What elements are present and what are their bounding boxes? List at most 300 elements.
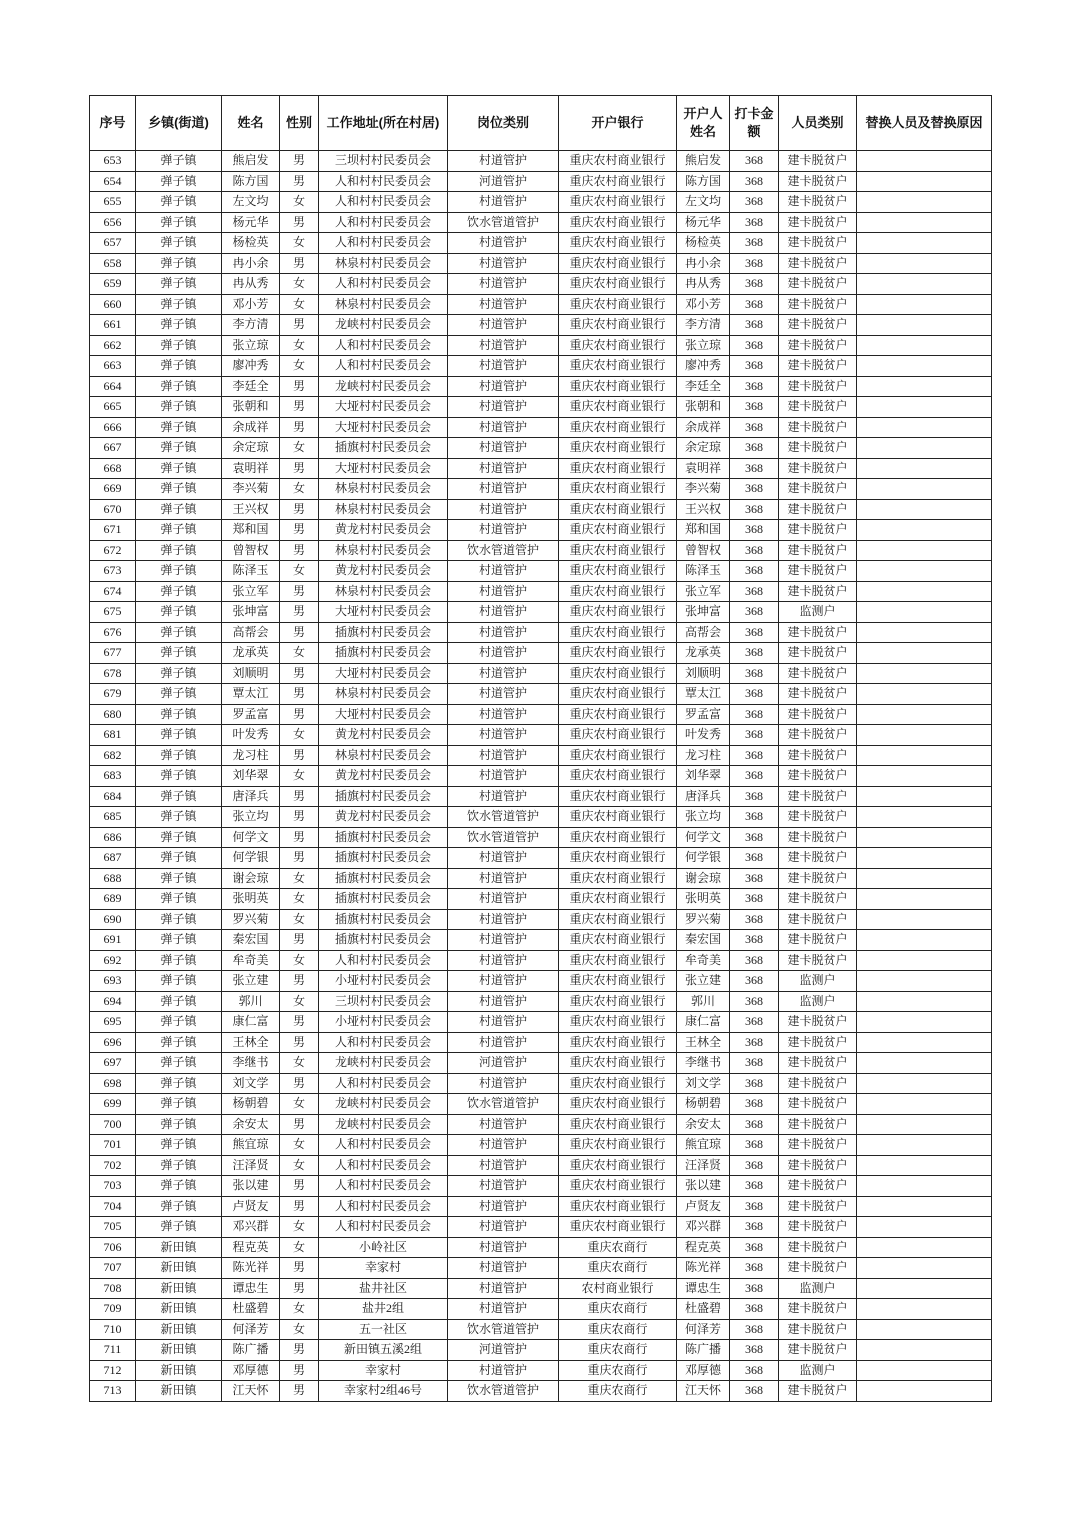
- cell-index: 668: [90, 458, 136, 479]
- cell-name: 高帮会: [222, 622, 280, 643]
- table-row: [90, 192, 992, 213]
- cell-post-type: 河道管护: [448, 1340, 559, 1361]
- cell-amount: 368: [730, 622, 779, 643]
- table-row: [90, 725, 992, 746]
- cell-account-name: 江天怀: [677, 1381, 730, 1402]
- table-row: [90, 540, 992, 561]
- cell-bank: 重庆农村商业银行: [559, 1114, 677, 1135]
- cell-account-name: 李廷全: [677, 376, 730, 397]
- cell-bank: 重庆农村商业银行: [559, 376, 677, 397]
- cell-gender: 女: [280, 192, 319, 213]
- cell-amount: 368: [730, 397, 779, 418]
- cell-township: 新田镇: [136, 1237, 222, 1258]
- cell-gender: 女: [280, 909, 319, 930]
- cell-post-type: 村道管护: [448, 1237, 559, 1258]
- table-row: [90, 581, 992, 602]
- table-row: [90, 233, 992, 254]
- cell-post-type: 饮水管道管护: [448, 540, 559, 561]
- cell-amount: 368: [730, 192, 779, 213]
- cell-township: 弹子镇: [136, 1176, 222, 1197]
- cell-gender: 男: [280, 807, 319, 828]
- cell-post-type: 村道管护: [448, 561, 559, 582]
- cell-person-category: 建卡脱贫户: [779, 151, 857, 172]
- cell-work-address: 插旗村村民委员会: [319, 643, 448, 664]
- cell-gender: 男: [280, 663, 319, 684]
- cell-amount: 368: [730, 1155, 779, 1176]
- cell-account-name: 程克英: [677, 1237, 730, 1258]
- cell-replacement: [857, 417, 992, 438]
- cell-gender: 女: [280, 356, 319, 377]
- cell-township: 弹子镇: [136, 192, 222, 213]
- cell-gender: 女: [280, 1217, 319, 1238]
- cell-work-address: 人和村村民委员会: [319, 950, 448, 971]
- cell-replacement: [857, 294, 992, 315]
- cell-replacement: [857, 1094, 992, 1115]
- cell-work-address: 林泉村村民委员会: [319, 684, 448, 705]
- table-row: [90, 643, 992, 664]
- cell-gender: 女: [280, 1094, 319, 1115]
- cell-township: 弹子镇: [136, 253, 222, 274]
- table-row: [90, 212, 992, 233]
- cell-name: 唐泽兵: [222, 786, 280, 807]
- cell-replacement: [857, 212, 992, 233]
- cell-gender: 女: [280, 335, 319, 356]
- cell-amount: 368: [730, 458, 779, 479]
- cell-account-name: 王林全: [677, 1032, 730, 1053]
- cell-index: 689: [90, 889, 136, 910]
- cell-bank: 重庆农村商业银行: [559, 786, 677, 807]
- cell-index: 676: [90, 622, 136, 643]
- cell-amount: 368: [730, 1340, 779, 1361]
- cell-township: 新田镇: [136, 1360, 222, 1381]
- cell-gender: 男: [280, 971, 319, 992]
- cell-gender: 男: [280, 848, 319, 869]
- cell-amount: 368: [730, 1094, 779, 1115]
- cell-work-address: 人和村村民委员会: [319, 1196, 448, 1217]
- cell-township: 新田镇: [136, 1258, 222, 1279]
- cell-amount: 368: [730, 725, 779, 746]
- cell-bank: 重庆农村商业银行: [559, 684, 677, 705]
- cell-person-category: 监测户: [779, 971, 857, 992]
- cell-name: 江天怀: [222, 1381, 280, 1402]
- table-row: [90, 458, 992, 479]
- cell-person-category: 建卡脱贫户: [779, 1073, 857, 1094]
- cell-replacement: [857, 1217, 992, 1238]
- cell-name: 何学文: [222, 827, 280, 848]
- table-row: [90, 1012, 992, 1033]
- cell-index: 662: [90, 335, 136, 356]
- cell-replacement: [857, 1340, 992, 1361]
- cell-post-type: 村道管护: [448, 766, 559, 787]
- cell-post-type: 村道管护: [448, 438, 559, 459]
- cell-township: 弹子镇: [136, 520, 222, 541]
- table-row: [90, 315, 992, 336]
- cell-bank: 重庆农村商业银行: [559, 766, 677, 787]
- cell-bank: 重庆农商行: [559, 1340, 677, 1361]
- cell-township: 弹子镇: [136, 1073, 222, 1094]
- cell-person-category: 建卡脱贫户: [779, 622, 857, 643]
- cell-post-type: 饮水管道管护: [448, 1094, 559, 1115]
- cell-amount: 368: [730, 335, 779, 356]
- cell-bank: 重庆农村商业银行: [559, 171, 677, 192]
- cell-account-name: 郭川: [677, 991, 730, 1012]
- cell-gender: 男: [280, 397, 319, 418]
- cell-township: 弹子镇: [136, 745, 222, 766]
- table-row: [90, 1135, 992, 1156]
- cell-account-name: 何学文: [677, 827, 730, 848]
- cell-name: 左文均: [222, 192, 280, 213]
- cell-work-address: 人和村村民委员会: [319, 192, 448, 213]
- table-row: [90, 171, 992, 192]
- table-row: [90, 848, 992, 869]
- cell-person-category: 建卡脱贫户: [779, 704, 857, 725]
- cell-post-type: 村道管护: [448, 889, 559, 910]
- cell-replacement: [857, 540, 992, 561]
- cell-account-name: 王兴权: [677, 499, 730, 520]
- cell-person-category: 建卡脱贫户: [779, 294, 857, 315]
- cell-replacement: [857, 1114, 992, 1135]
- table-row: [90, 417, 992, 438]
- table-row: [90, 1319, 992, 1340]
- cell-index: 658: [90, 253, 136, 274]
- table-row: [90, 1299, 992, 1320]
- cell-person-category: 建卡脱贫户: [779, 581, 857, 602]
- cell-gender: 男: [280, 1032, 319, 1053]
- cell-bank: 农村商业银行: [559, 1278, 677, 1299]
- cell-post-type: 村道管护: [448, 253, 559, 274]
- cell-index: 677: [90, 643, 136, 664]
- cell-replacement: [857, 786, 992, 807]
- cell-gender: 男: [280, 499, 319, 520]
- cell-township: 弹子镇: [136, 971, 222, 992]
- cell-amount: 368: [730, 356, 779, 377]
- col-header-post-type: 岗位类别: [448, 96, 559, 151]
- cell-index: 680: [90, 704, 136, 725]
- cell-township: 弹子镇: [136, 807, 222, 828]
- cell-work-address: 黄龙村村民委员会: [319, 561, 448, 582]
- table-row: [90, 704, 992, 725]
- cell-township: 弹子镇: [136, 622, 222, 643]
- col-header-bank: 开户银行: [559, 96, 677, 151]
- cell-gender: 男: [280, 1012, 319, 1033]
- cell-township: 弹子镇: [136, 171, 222, 192]
- cell-person-category: 建卡脱贫户: [779, 335, 857, 356]
- cell-amount: 368: [730, 1176, 779, 1197]
- cell-post-type: 村道管护: [448, 704, 559, 725]
- table-row: [90, 1053, 992, 1074]
- cell-index: 702: [90, 1155, 136, 1176]
- table-row: [90, 376, 992, 397]
- table-row: [90, 1340, 992, 1361]
- cell-replacement: [857, 479, 992, 500]
- cell-person-category: 监测户: [779, 1360, 857, 1381]
- cell-person-category: 建卡脱贫户: [779, 315, 857, 336]
- cell-amount: 368: [730, 827, 779, 848]
- cell-replacement: [857, 848, 992, 869]
- cell-township: 弹子镇: [136, 868, 222, 889]
- table-row: [90, 786, 992, 807]
- cell-post-type: 河道管护: [448, 171, 559, 192]
- cell-work-address: 林泉村村民委员会: [319, 499, 448, 520]
- cell-gender: 男: [280, 417, 319, 438]
- cell-replacement: [857, 745, 992, 766]
- cell-township: 弹子镇: [136, 561, 222, 582]
- cell-name: 张明英: [222, 889, 280, 910]
- cell-name: 罗兴菊: [222, 909, 280, 930]
- cell-work-address: 人和村村民委员会: [319, 1155, 448, 1176]
- cell-work-address: 龙峡村村民委员会: [319, 1114, 448, 1135]
- cell-name: 张立均: [222, 807, 280, 828]
- cell-replacement: [857, 1196, 992, 1217]
- cell-bank: 重庆农村商业银行: [559, 520, 677, 541]
- cell-person-category: 建卡脱贫户: [779, 1217, 857, 1238]
- cell-index: 705: [90, 1217, 136, 1238]
- cell-replacement: [857, 1012, 992, 1033]
- cell-gender: 男: [280, 622, 319, 643]
- replacement-personnel-table: [89, 95, 992, 1402]
- cell-amount: 368: [730, 807, 779, 828]
- cell-post-type: 村道管护: [448, 581, 559, 602]
- cell-amount: 368: [730, 1299, 779, 1320]
- cell-amount: 368: [730, 1114, 779, 1135]
- cell-index: 699: [90, 1094, 136, 1115]
- cell-post-type: 村道管护: [448, 786, 559, 807]
- cell-account-name: 邓兴群: [677, 1217, 730, 1238]
- cell-person-category: 建卡脱贫户: [779, 417, 857, 438]
- cell-replacement: [857, 438, 992, 459]
- cell-name: 王林全: [222, 1032, 280, 1053]
- cell-person-category: 建卡脱贫户: [779, 766, 857, 787]
- cell-post-type: 村道管护: [448, 930, 559, 951]
- cell-name: 余安太: [222, 1114, 280, 1135]
- cell-work-address: 龙峡村村民委员会: [319, 315, 448, 336]
- table-row: [90, 868, 992, 889]
- cell-index: 697: [90, 1053, 136, 1074]
- cell-name: 郑和国: [222, 520, 280, 541]
- cell-bank: 重庆农村商业银行: [559, 930, 677, 951]
- cell-gender: 男: [280, 151, 319, 172]
- col-header-gender: 性别: [280, 96, 319, 151]
- cell-name: 刘顺明: [222, 663, 280, 684]
- cell-amount: 368: [730, 643, 779, 664]
- cell-work-address: 林泉村村民委员会: [319, 540, 448, 561]
- cell-gender: 男: [280, 1176, 319, 1197]
- cell-amount: 368: [730, 1319, 779, 1340]
- cell-work-address: 幸家村2组46号: [319, 1381, 448, 1402]
- cell-account-name: 廖冲秀: [677, 356, 730, 377]
- cell-bank: 重庆农村商业银行: [559, 1217, 677, 1238]
- cell-amount: 368: [730, 848, 779, 869]
- cell-work-address: 人和村村民委员会: [319, 274, 448, 295]
- cell-account-name: 刘顺明: [677, 663, 730, 684]
- cell-work-address: 龙峡村村民委员会: [319, 1094, 448, 1115]
- cell-gender: 女: [280, 991, 319, 1012]
- cell-account-name: 曾智权: [677, 540, 730, 561]
- cell-bank: 重庆农村商业银行: [559, 1196, 677, 1217]
- cell-index: 659: [90, 274, 136, 295]
- cell-work-address: 人和村村民委员会: [319, 1135, 448, 1156]
- cell-account-name: 杨元华: [677, 212, 730, 233]
- col-header-person-category: 人员类别: [779, 96, 857, 151]
- cell-township: 弹子镇: [136, 909, 222, 930]
- cell-bank: 重庆农村商业银行: [559, 868, 677, 889]
- cell-bank: 重庆农村商业银行: [559, 971, 677, 992]
- cell-bank: 重庆农村商业银行: [559, 889, 677, 910]
- cell-bank: 重庆农村商业银行: [559, 1032, 677, 1053]
- cell-amount: 368: [730, 479, 779, 500]
- cell-work-address: 大垭村村民委员会: [319, 602, 448, 623]
- cell-person-category: 建卡脱贫户: [779, 868, 857, 889]
- cell-person-category: 建卡脱贫户: [779, 1258, 857, 1279]
- table-row: [90, 253, 992, 274]
- cell-account-name: 高帮会: [677, 622, 730, 643]
- cell-name: 张以建: [222, 1176, 280, 1197]
- cell-gender: 男: [280, 376, 319, 397]
- cell-amount: 368: [730, 663, 779, 684]
- cell-work-address: 林泉村村民委员会: [319, 745, 448, 766]
- cell-index: 708: [90, 1278, 136, 1299]
- cell-index: 695: [90, 1012, 136, 1033]
- cell-index: 683: [90, 766, 136, 787]
- cell-index: 709: [90, 1299, 136, 1320]
- cell-gender: 女: [280, 1155, 319, 1176]
- cell-amount: 368: [730, 602, 779, 623]
- cell-account-name: 罗孟富: [677, 704, 730, 725]
- cell-account-name: 杜盛碧: [677, 1299, 730, 1320]
- cell-bank: 重庆农村商业银行: [559, 827, 677, 848]
- cell-name: 杨朝碧: [222, 1094, 280, 1115]
- cell-work-address: 盐井2组: [319, 1299, 448, 1320]
- cell-amount: 368: [730, 786, 779, 807]
- cell-index: 698: [90, 1073, 136, 1094]
- cell-replacement: [857, 1319, 992, 1340]
- cell-gender: 男: [280, 1258, 319, 1279]
- cell-post-type: 村道管护: [448, 233, 559, 254]
- cell-replacement: [857, 889, 992, 910]
- cell-name: 曾智权: [222, 540, 280, 561]
- table-row: [90, 356, 992, 377]
- cell-post-type: 饮水管道管护: [448, 807, 559, 828]
- cell-index: 667: [90, 438, 136, 459]
- cell-name: 何泽芳: [222, 1319, 280, 1340]
- cell-replacement: [857, 376, 992, 397]
- cell-account-name: 余定琼: [677, 438, 730, 459]
- cell-post-type: 村道管护: [448, 1032, 559, 1053]
- cell-bank: 重庆农村商业银行: [559, 335, 677, 356]
- cell-work-address: 大垭村村民委员会: [319, 663, 448, 684]
- cell-account-name: 郑和国: [677, 520, 730, 541]
- cell-replacement: [857, 1299, 992, 1320]
- cell-amount: 368: [730, 909, 779, 930]
- cell-bank: 重庆农村商业银行: [559, 458, 677, 479]
- cell-work-address: 人和村村民委员会: [319, 1073, 448, 1094]
- cell-name: 秦宏国: [222, 930, 280, 951]
- cell-person-category: 建卡脱贫户: [779, 725, 857, 746]
- cell-account-name: 熊启发: [677, 151, 730, 172]
- cell-person-category: 建卡脱贫户: [779, 1176, 857, 1197]
- cell-amount: 368: [730, 1196, 779, 1217]
- cell-amount: 368: [730, 950, 779, 971]
- cell-name: 卢贤友: [222, 1196, 280, 1217]
- cell-bank: 重庆农村商业银行: [559, 909, 677, 930]
- cell-name: 李廷全: [222, 376, 280, 397]
- cell-replacement: [857, 499, 992, 520]
- cell-name: 陈广播: [222, 1340, 280, 1361]
- cell-bank: 重庆农村商业银行: [559, 233, 677, 254]
- cell-bank: 重庆农村商业银行: [559, 1094, 677, 1115]
- cell-replacement: [857, 1155, 992, 1176]
- cell-account-name: 秦宏国: [677, 930, 730, 951]
- cell-index: 663: [90, 356, 136, 377]
- cell-account-name: 唐泽兵: [677, 786, 730, 807]
- cell-amount: 368: [730, 1381, 779, 1402]
- cell-index: 678: [90, 663, 136, 684]
- cell-work-address: 插旗村村民委员会: [319, 827, 448, 848]
- cell-work-address: 小垭村村民委员会: [319, 971, 448, 992]
- cell-gender: 男: [280, 1114, 319, 1135]
- cell-index: 653: [90, 151, 136, 172]
- cell-bank: 重庆农村商业银行: [559, 417, 677, 438]
- cell-person-category: 建卡脱贫户: [779, 889, 857, 910]
- cell-post-type: 村道管护: [448, 376, 559, 397]
- cell-person-category: 建卡脱贫户: [779, 1094, 857, 1115]
- cell-bank: 重庆农村商业银行: [559, 356, 677, 377]
- table-body: [90, 151, 992, 1402]
- cell-post-type: 村道管护: [448, 1135, 559, 1156]
- cell-township: 弹子镇: [136, 1196, 222, 1217]
- cell-index: 687: [90, 848, 136, 869]
- cell-replacement: [857, 274, 992, 295]
- cell-account-name: 康仁富: [677, 1012, 730, 1033]
- cell-replacement: [857, 1278, 992, 1299]
- cell-work-address: 插旗村村民委员会: [319, 889, 448, 910]
- cell-work-address: 林泉村村民委员会: [319, 253, 448, 274]
- cell-index: 675: [90, 602, 136, 623]
- cell-person-category: 建卡脱贫户: [779, 520, 857, 541]
- cell-gender: 女: [280, 1053, 319, 1074]
- table-row: [90, 274, 992, 295]
- cell-amount: 368: [730, 315, 779, 336]
- cell-post-type: 村道管护: [448, 192, 559, 213]
- cell-replacement: [857, 827, 992, 848]
- cell-township: 弹子镇: [136, 786, 222, 807]
- cell-amount: 368: [730, 1012, 779, 1033]
- cell-name: 张立建: [222, 971, 280, 992]
- cell-post-type: 村道管护: [448, 1176, 559, 1197]
- cell-replacement: [857, 397, 992, 418]
- cell-replacement: [857, 1258, 992, 1279]
- cell-amount: 368: [730, 253, 779, 274]
- cell-post-type: 村道管护: [448, 1217, 559, 1238]
- cell-person-category: 建卡脱贫户: [779, 397, 857, 418]
- col-header-township: 乡镇(街道): [136, 96, 222, 151]
- cell-account-name: 邓小芳: [677, 294, 730, 315]
- cell-bank: 重庆农村商业银行: [559, 704, 677, 725]
- cell-township: 弹子镇: [136, 356, 222, 377]
- table-row: [90, 622, 992, 643]
- cell-name: 覃太江: [222, 684, 280, 705]
- table-row: [90, 807, 992, 828]
- cell-township: 弹子镇: [136, 458, 222, 479]
- cell-amount: 368: [730, 1360, 779, 1381]
- cell-gender: 男: [280, 581, 319, 602]
- table-row: [90, 1381, 992, 1402]
- cell-work-address: 林泉村村民委员会: [319, 294, 448, 315]
- cell-account-name: 刘华翠: [677, 766, 730, 787]
- cell-amount: 368: [730, 294, 779, 315]
- cell-account-name: 陈泽玉: [677, 561, 730, 582]
- cell-account-name: 谢会琼: [677, 868, 730, 889]
